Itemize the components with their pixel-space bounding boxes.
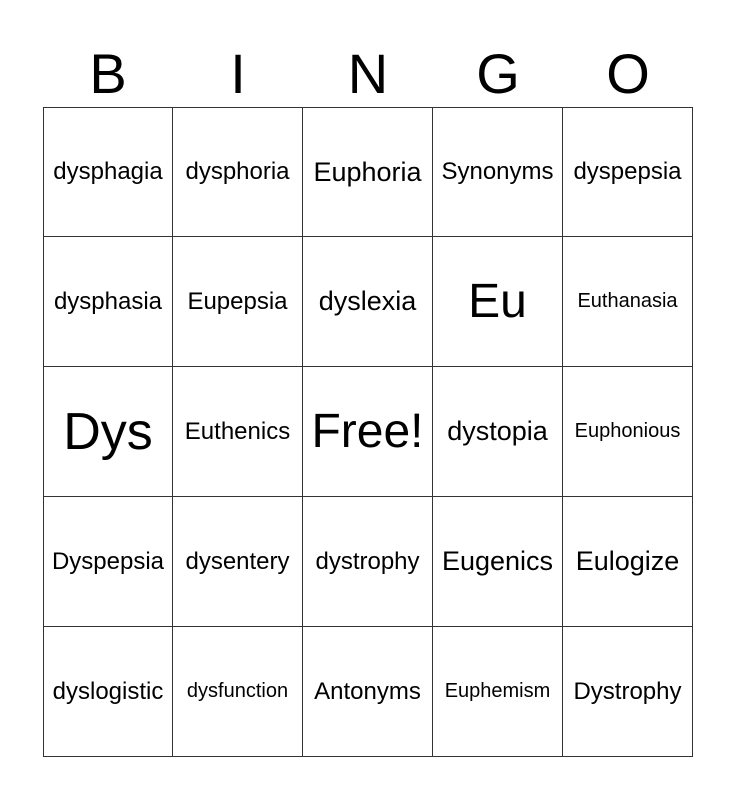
bingo-cell: dyslexia (303, 237, 433, 367)
bingo-cell: Dys (43, 367, 173, 497)
bingo-cell: dyspepsia (563, 107, 693, 237)
bingo-cell: Eu (433, 237, 563, 367)
bingo-cell: dysphagia (43, 107, 173, 237)
bingo-header (43, 40, 693, 108)
bingo-cell: dysfunction (173, 627, 303, 757)
header-letter-o: O (606, 42, 650, 105)
header-letter-i: I (230, 42, 246, 105)
bingo-cell: dystopia (433, 367, 563, 497)
bingo-cell: Euthanasia (563, 237, 693, 367)
free-space-cell: Free! (303, 367, 433, 497)
bingo-grid (43, 107, 693, 757)
header-letter-b: B (89, 42, 127, 105)
bingo-cell: dyslogistic (43, 627, 173, 757)
bingo-cell: Euthenics (173, 367, 303, 497)
bingo-cell: dysentery (173, 497, 303, 627)
bingo-cell: dystrophy (303, 497, 433, 627)
bingo-cell: Dyspepsia (43, 497, 173, 627)
bingo-cell: dysphasia (43, 237, 173, 367)
bingo-cell: Eulogize (563, 497, 693, 627)
bingo-cell: Eugenics (433, 497, 563, 627)
bingo-cell: Euphemism (433, 627, 563, 757)
bingo-cell: Dystrophy (563, 627, 693, 757)
bingo-cell: Euphoria (303, 107, 433, 237)
bingo-cell: dysphoria (173, 107, 303, 237)
bingo-cell: Eupepsia (173, 237, 303, 367)
bingo-cell: Synonyms (433, 107, 563, 237)
bingo-cell: Euphonious (563, 367, 693, 497)
header-letter-n: N (347, 42, 389, 105)
bingo-cell: Antonyms (303, 627, 433, 757)
header-letter-g: G (476, 42, 520, 105)
